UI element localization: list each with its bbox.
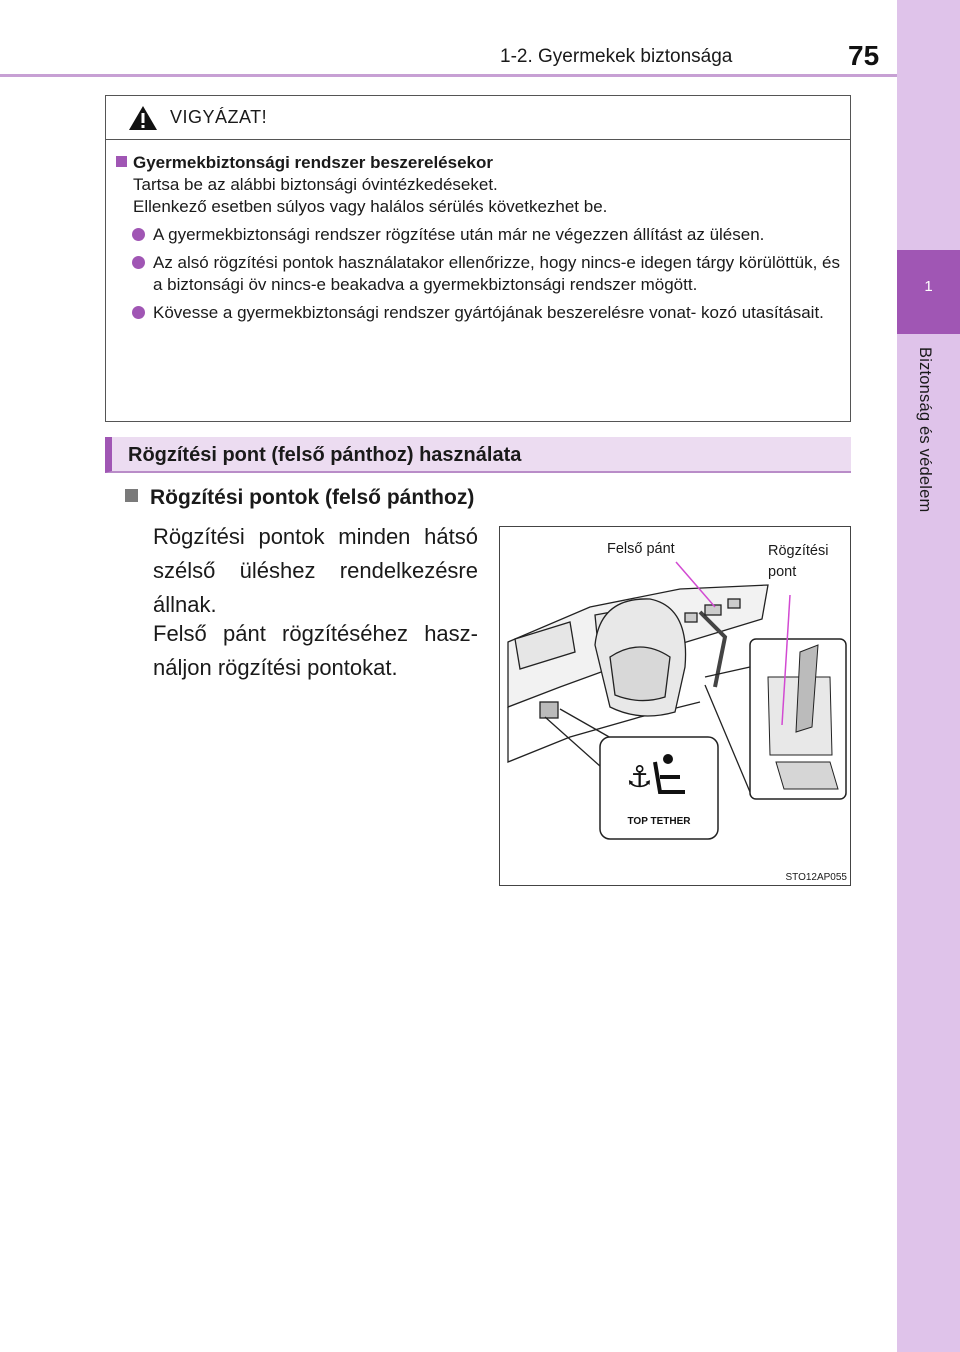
anchor-label-line-2: pont [768,564,797,580]
top-tether-badge [600,737,718,839]
caution-item-text: Az alsó rögzítési pontok használatakor ellenőrizze, hogy nincs-e idegen tárgy körülöttük, és a biztonsági öv nincs-e beakadva a gyermekbiztonsági rendszer mögött. [153,253,840,294]
caution-heading: Gyermekbiztonsági rendszer beszerelésekor [133,153,493,172]
caution-box [105,95,851,422]
caution-body [106,140,850,324]
tether-anchor-figure [499,526,851,886]
section-title: 1-2. Gyermekek biztonsága [500,46,733,67]
body-paragraph: Rögzítési pontok minden hátsó szélső üléshez rendelkezésre állnak. [153,524,478,617]
round-bullet-icon [132,256,145,269]
section-banner [105,437,851,473]
section-banner-title: Rögzítési pont (felső pánthoz) használata [128,444,522,466]
caution-item-text: A gyermekbiztonsági rendszer rögzítése után már ne végezzen állítást az ülésen. [153,225,765,244]
round-bullet-icon [132,306,145,319]
top-tether-label: TOP TETHER [627,816,691,827]
chapter-side-tab [897,0,960,1352]
round-bullet-icon [132,228,145,241]
anchor-label-line-1: Rögzítési [768,543,829,559]
subheading-text: Rögzítési pontok (felső pánthoz) [150,486,475,509]
figure-code: STO12AP055 [785,872,847,883]
body-paragraph: Felső pánt rögzítéséhez hasz- náljon rögzítési pontokat. [153,621,478,680]
chapter-number: 1 [924,278,933,295]
warning-icon [128,105,158,131]
caution-list-item [116,252,840,296]
caution-title: VIGYÁZAT! [170,107,268,127]
strap-label: Felső pánt [607,541,675,557]
car-interior-illustration [500,527,851,886]
anchor-detail-inset [750,639,846,799]
caution-heading-row [116,152,840,174]
subheading [125,486,474,510]
caution-list-item [116,224,840,246]
caution-intro-line: Ellenkező esetben súlyos vagy halálos sérülés következhet be. [133,197,608,216]
header-rule [0,74,897,77]
chapter-label: Biztonság és védelem [916,347,934,513]
square-bullet-icon [116,156,127,167]
page-number: 75 [848,40,880,71]
caution-intro-line: Tartsa be az alábbi biztonsági óvintézkedéseket. [133,175,498,194]
caution-list-item [116,302,840,324]
square-bullet-icon [125,489,138,502]
caution-header [106,96,850,140]
svg-text:⚓: ⚓ [626,760,653,795]
caution-item-text: Kövesse a gyermekbiztonsági rendszer gyártójának beszerelésre vonat- kozó utasításait. [153,303,824,322]
